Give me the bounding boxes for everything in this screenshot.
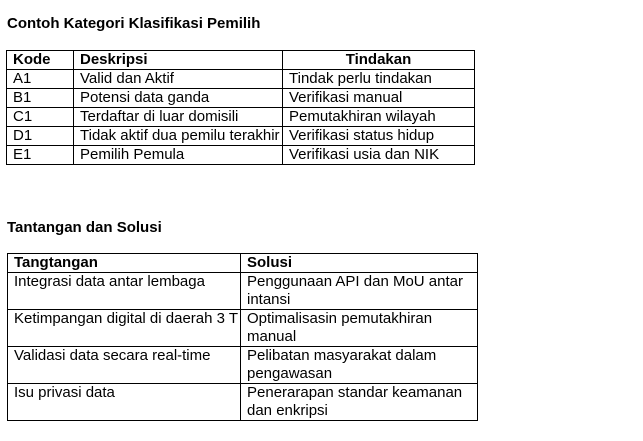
cell-deskripsi: Valid dan Aktif [74, 70, 283, 89]
challenges-heading: Tantangan dan Solusi [7, 219, 162, 236]
cell-kode: B1 [7, 89, 74, 108]
cell-kode: A1 [7, 70, 74, 89]
cell-solusi: Penggunaan API dan MoU antar intansi [241, 273, 478, 310]
cell-deskripsi: Potensi data ganda [74, 89, 283, 108]
cell-kode: E1 [7, 146, 74, 165]
cell-deskripsi: Pemilih Pemula [74, 146, 283, 165]
header-solusi: Solusi [241, 254, 478, 273]
table-row [8, 310, 478, 347]
cell-kode: C1 [7, 108, 74, 127]
cell-tindakan: Verifikasi usia dan NIK [283, 146, 475, 165]
cell-tindakan: Tindak perlu tindakan [283, 70, 475, 89]
header-deskripsi: Deskripsi [74, 51, 283, 70]
table-row [8, 384, 478, 421]
challenges-table [7, 253, 478, 421]
cell-solusi: Optimalisasin pemutakhiran manual [241, 310, 478, 347]
cell-kode: D1 [7, 127, 74, 146]
header-tindakan: Tindakan [283, 51, 475, 70]
cell-deskripsi: Tidak aktif dua pemilu terakhir [74, 127, 283, 146]
cell-tindakan: Verifikasi status hidup [283, 127, 475, 146]
header-kode: Kode [7, 51, 74, 70]
table-row [7, 70, 475, 89]
classification-heading: Contoh Kategori Klasifikasi Pemilih [7, 15, 261, 32]
classification-table [6, 50, 475, 165]
table-row [8, 273, 478, 310]
table-row [7, 108, 475, 127]
cell-tindakan: Verifikasi manual [283, 89, 475, 108]
table-header-row [8, 254, 478, 273]
cell-solusi: Penerarapan standar keamanan dan enkripsi [241, 384, 478, 421]
cell-solusi: Pelibatan masyarakat dalam pengawasan [241, 347, 478, 384]
cell-tantangan: Validasi data secara real-time [8, 347, 241, 384]
cell-deskripsi: Terdaftar di luar domisili [74, 108, 283, 127]
header-tantangan: Tangtangan [8, 254, 241, 273]
cell-tantangan: Isu privasi data [8, 384, 241, 421]
cell-tantangan: Ketimpangan digital di daerah 3 T [8, 310, 241, 347]
table-row [7, 146, 475, 165]
cell-tindakan: Pemutakhiran wilayah [283, 108, 475, 127]
table-header-row [7, 51, 475, 70]
table-row [8, 347, 478, 384]
table-row [7, 127, 475, 146]
cell-tantangan: Integrasi data antar lembaga [8, 273, 241, 310]
table-row [7, 89, 475, 108]
